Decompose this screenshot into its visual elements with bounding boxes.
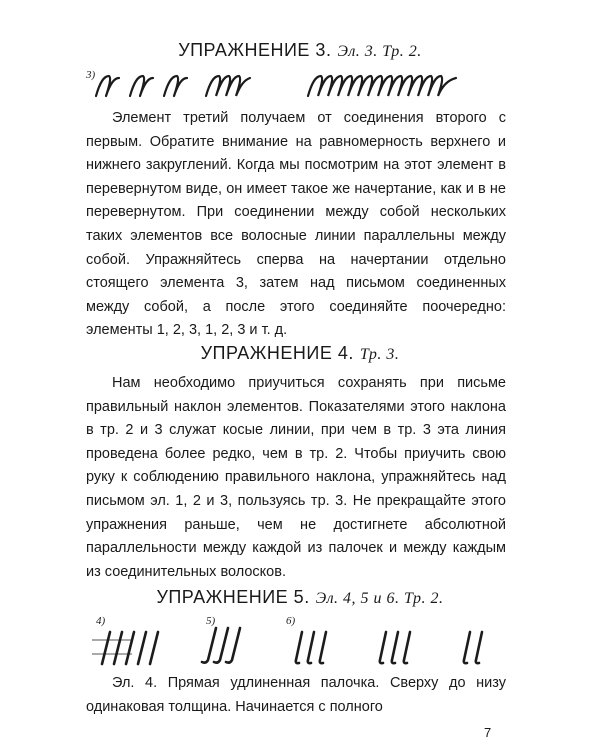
exercise-4-paragraph: Нам необходимо приучиться сохранять при письме правильный наклон элементов. Показателями этого наклона в тр. 2 и 3 служат косые линии, при чем в тр. 3 эта линия проведена более редко, чем в тр. 2. Чтобы приучить свою руку к соблюдению правильного наклона, упражняйтесь над письмом эл. 1, 2 и 3, пользуясь тр. 3. Не прекращайте этого упражнения раньше, чем не достигнете абсолютной параллельности между каждой из палочек и между каждым из соединительных волосков. <box>86 375 506 580</box>
exercise-3-paragraph: Элемент третий получаем от соединения второго с первым. Обратите внимание на равномерность верхнего и нижнего закруглений. Когда мы посмотрим на этот элемент в перевернутом виде, он имеет такое же начертание, как и в не перевернутом. При соединении между собой нескольких таких элементов все волосные линии параллельны между собой. Упражняйтесь сперва на начертании отдельно стоящего элемента 3, затем над письмом соединенных между собой, а после этого соединяйте поочередно: элементы 1, 2, 3, 1, 2, 3 и т. д. <box>86 110 506 339</box>
exercise-5-title: УПРАЖНЕНИЕ 5. <box>156 587 310 607</box>
exercise-5-subtitle: Эл. 4, 5 и 6. Тр. 2. <box>315 590 444 607</box>
guide-lines <box>92 640 132 654</box>
exercise-3-title: УПРАЖНЕНИЕ 3. <box>178 40 332 60</box>
exercise-4-subtitle: Тр. 3. <box>359 346 400 363</box>
exercise-4-text <box>86 372 506 584</box>
exercise-5-paragraph: Эл. 4. Прямая удлиненная палочка. Сверху до низу одинаковая толщина. Начинается с полного <box>86 675 506 715</box>
exercise-5-heading <box>0 587 600 608</box>
element-3-strokes <box>96 76 456 96</box>
exercise-4-heading <box>0 343 600 364</box>
element-6-strokes <box>296 632 482 663</box>
exercise-3-heading <box>0 40 600 61</box>
element-5-strokes <box>202 628 240 663</box>
exercise-3-text <box>86 107 506 343</box>
exercise-3-subtitle: Эл. 3. Тр. 2. <box>337 43 422 60</box>
element-4-marker: 4) <box>96 615 106 627</box>
page-number: 7 <box>484 725 492 740</box>
exercise-4-title: УПРАЖНЕНИЕ 4. <box>200 343 354 363</box>
element-4-strokes <box>102 632 158 664</box>
exercise-5-text <box>86 672 506 719</box>
exercise-3-handwriting-sample <box>82 66 502 104</box>
element-5-marker: 5) <box>206 615 216 627</box>
exercise-3-marker: 3) <box>86 69 96 81</box>
exercise-5-handwriting-sample <box>92 614 504 670</box>
element-6-marker: 6) <box>286 615 296 627</box>
